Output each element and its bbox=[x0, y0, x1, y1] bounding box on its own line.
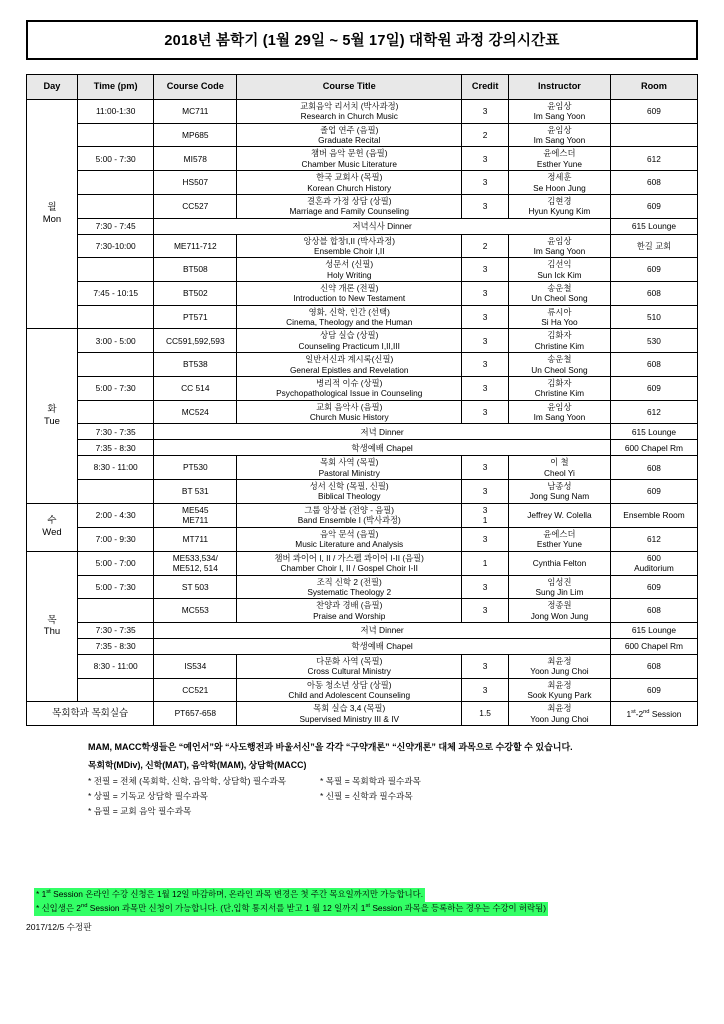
course-code-cell: CC591,592,593 bbox=[154, 329, 237, 353]
table-row bbox=[27, 147, 698, 171]
time-cell bbox=[77, 258, 153, 282]
table-row bbox=[27, 424, 698, 440]
credit-cell: 3 bbox=[462, 147, 509, 171]
day-cell: 월 Mon bbox=[27, 100, 78, 329]
table-row bbox=[27, 282, 698, 306]
course-code-cell: BT538 bbox=[154, 353, 237, 377]
instructor-cell: 윤임상 Im Sang Yoon bbox=[508, 100, 610, 124]
note-col2-item: * 신필 = 신학과 필수과목 bbox=[320, 791, 413, 802]
course-code-cell: IS534 bbox=[154, 654, 237, 678]
time-cell: 3:00 - 5:00 bbox=[77, 329, 153, 353]
credit-cell: 3 bbox=[462, 527, 509, 551]
credit-cell: 3 bbox=[462, 654, 509, 678]
room-cell: 612 bbox=[610, 527, 697, 551]
instructor-cell: 류시아 Si Ha Yoo bbox=[508, 305, 610, 329]
room-cell: 608 bbox=[610, 282, 697, 306]
room-cell: 615 Lounge bbox=[610, 218, 697, 234]
course-title-cell: 일반서신과 계시록(신필) General Epistles and Revelation bbox=[237, 353, 462, 377]
course-code-cell: MP685 bbox=[154, 123, 237, 147]
time-cell: 2:00 - 4:30 bbox=[77, 503, 153, 527]
day-cell: 수 Wed bbox=[27, 503, 78, 551]
table-row bbox=[27, 400, 698, 424]
col-day: Day bbox=[27, 75, 78, 100]
credit-cell: 3 bbox=[462, 100, 509, 124]
instructor-cell: 정세훈 Se Hoon Jung bbox=[508, 171, 610, 195]
room-cell: 609 bbox=[610, 100, 697, 124]
course-title-cell: 병리적 이슈 (상필) Psychopathological Issue in Counseling bbox=[237, 376, 462, 400]
room-cell: 510 bbox=[610, 305, 697, 329]
table-row bbox=[27, 575, 698, 599]
time-cell bbox=[77, 353, 153, 377]
revision-date: 2017/12/5 수정판 bbox=[26, 922, 92, 932]
highlight-notes bbox=[34, 888, 694, 916]
course-code-cell: ME545 ME711 bbox=[154, 503, 237, 527]
credit-cell: 3 bbox=[462, 678, 509, 702]
time-cell: 7:00 - 9:30 bbox=[77, 527, 153, 551]
course-code-cell: CC527 bbox=[154, 194, 237, 218]
schedule-table bbox=[26, 74, 698, 726]
col-course-title: Course Title bbox=[237, 75, 462, 100]
course-title-cell: 다문화 사역 (목필) Cross Cultural Ministry bbox=[237, 654, 462, 678]
course-title-cell: 조직 신학 2 (전필) Systematic Theology 2 bbox=[237, 575, 462, 599]
credit-cell: 3 1 bbox=[462, 503, 509, 527]
credit-cell: 1 bbox=[462, 551, 509, 575]
time-cell: 7:30 - 7:35 bbox=[77, 622, 153, 638]
room-cell: 608 bbox=[610, 654, 697, 678]
room-cell: 609 bbox=[610, 194, 697, 218]
credit-cell: 3 bbox=[462, 456, 509, 480]
course-title-cell: 그룹 앙상블 (전양 - 음필) Band Ensemble I (박사과정) bbox=[237, 503, 462, 527]
day-cell: 화 Tue bbox=[27, 329, 78, 503]
table-row bbox=[27, 329, 698, 353]
time-cell bbox=[77, 599, 153, 623]
page-title: 2018년 봄학기 (1월 29일 ~ 5월 17일) 대학원 과정 강의시간표 bbox=[26, 20, 698, 60]
credit-cell: 3 bbox=[462, 575, 509, 599]
event-cell: 저녁 Dinner bbox=[154, 424, 611, 440]
table-row bbox=[27, 258, 698, 282]
time-cell bbox=[77, 400, 153, 424]
room-cell: 609 bbox=[610, 480, 697, 504]
instructor-cell: 임성진 Sung Jin Lim bbox=[508, 575, 610, 599]
instructor-cell: 송운철 Un Cheol Song bbox=[508, 282, 610, 306]
course-code-cell: BT502 bbox=[154, 282, 237, 306]
table-row bbox=[27, 234, 698, 258]
room-cell: 609 bbox=[610, 575, 697, 599]
time-cell bbox=[77, 480, 153, 504]
note-col1-item: * 전필 = 전체 (목회학, 신학, 음악학, 상담학) 필수과목 bbox=[88, 776, 287, 787]
course-title-cell: 챔버 콰이어 I, II / 가스펠 콰이어 I-II (음필) Chamber Choir I, II / Gospel Choir I-II bbox=[237, 551, 462, 575]
credit-cell: 3 bbox=[462, 353, 509, 377]
table-row bbox=[27, 456, 698, 480]
course-code-cell: HS507 bbox=[154, 171, 237, 195]
instructor-cell: 최윤정 Yoon Jung Choi bbox=[508, 702, 610, 726]
credit-cell: 2 bbox=[462, 123, 509, 147]
course-code-cell: ME711-712 bbox=[154, 234, 237, 258]
note-col-1 bbox=[88, 774, 320, 819]
day-cell: 목 Thu bbox=[27, 551, 78, 702]
credit-cell: 3 bbox=[462, 480, 509, 504]
table-row bbox=[27, 218, 698, 234]
time-cell bbox=[77, 123, 153, 147]
room-cell: 600 Auditorium bbox=[610, 551, 697, 575]
credit-cell: 3 bbox=[462, 194, 509, 218]
room-cell: 612 bbox=[610, 147, 697, 171]
course-code-cell: PT657-658 bbox=[154, 702, 237, 726]
course-code-cell: BT 531 bbox=[154, 480, 237, 504]
course-title-cell: 졸업 연주 (음필) Graduate Recital bbox=[237, 123, 462, 147]
time-cell bbox=[77, 194, 153, 218]
credit-cell: 3 bbox=[462, 599, 509, 623]
room-cell: Ensemble Room bbox=[610, 503, 697, 527]
time-cell: 7:35 - 8:30 bbox=[77, 638, 153, 654]
table-row bbox=[27, 376, 698, 400]
table-row bbox=[27, 599, 698, 623]
course-code-cell: ME533,534/ ME512, 514 bbox=[154, 551, 237, 575]
note-col-2 bbox=[320, 774, 540, 819]
time-cell bbox=[77, 678, 153, 702]
table-row bbox=[27, 702, 698, 726]
note-col1-item: * 상필 = 기독교 상담학 필수과목 bbox=[88, 791, 208, 802]
room-cell: 한길 교회 bbox=[610, 234, 697, 258]
room-cell: 608 bbox=[610, 171, 697, 195]
table-row bbox=[27, 551, 698, 575]
instructor-cell: 송운철 Un Cheol Song bbox=[508, 353, 610, 377]
note-line-2: 목회학(MDiv), 신학(MAT), 음악학(MAM), 상담학(MACC) bbox=[88, 759, 307, 770]
instructor-cell: 김선익 Sun Ick Kim bbox=[508, 258, 610, 282]
room-cell: 609 bbox=[610, 376, 697, 400]
course-code-cell: MC711 bbox=[154, 100, 237, 124]
room-cell: 615 Lounge bbox=[610, 622, 697, 638]
course-title-cell: 영화, 신학, 인간 (선택) Cinema, Theology and the Human bbox=[237, 305, 462, 329]
course-code-cell: MT711 bbox=[154, 527, 237, 551]
credit-cell: 2 bbox=[462, 234, 509, 258]
event-cell: 저녁 Dinner bbox=[154, 622, 611, 638]
instructor-cell: 김화자 Christine Kim bbox=[508, 376, 610, 400]
time-cell bbox=[77, 171, 153, 195]
room-cell: 530 bbox=[610, 329, 697, 353]
course-title-cell: 교회음악 리서치 (박사과정) Research in Church Music bbox=[237, 100, 462, 124]
col-time: Time (pm) bbox=[77, 75, 153, 100]
note-line-1: MAM, MACC학생들은 “예언서”와 “사도행전과 바울서신”을 각각 “구약개론” “신약개론” 대체 과목으로 수강할 수 있습니다. bbox=[88, 742, 573, 753]
table-row bbox=[27, 503, 698, 527]
instructor-cell: 윤에스더 Esther Yune bbox=[508, 527, 610, 551]
table-row bbox=[27, 123, 698, 147]
instructor-cell: 윤임상 Im Sang Yoon bbox=[508, 123, 610, 147]
instructor-cell: 정종원 Jong Won Jung bbox=[508, 599, 610, 623]
course-code-cell: PT530 bbox=[154, 456, 237, 480]
col-instructor: Instructor bbox=[508, 75, 610, 100]
highlight-line-1: * 1st Session 온라인 수강 신청은 1월 12일 마감하며, 온라인 과목 변경은 첫 주간 목요일까지만 가능합니다. bbox=[34, 888, 425, 902]
course-title-cell: 음악 문석 (음필) Music Literature and Analysis bbox=[237, 527, 462, 551]
room-cell: 612 bbox=[610, 400, 697, 424]
instructor-cell: 윤임상 Im Sang Yoon bbox=[508, 400, 610, 424]
room-cell: 615 Lounge bbox=[610, 424, 697, 440]
table-row bbox=[27, 440, 698, 456]
course-title-cell: 성서 신학 (목필, 신필) Biblical Theology bbox=[237, 480, 462, 504]
time-cell: 5:00 - 7:00 bbox=[77, 551, 153, 575]
col-room: Room bbox=[610, 75, 697, 100]
note-col2-item: * 목필 = 목회학과 필수과목 bbox=[320, 776, 421, 787]
table-row bbox=[27, 678, 698, 702]
instructor-cell: Cynthia Felton bbox=[508, 551, 610, 575]
note-col1-item: * 음필 = 교회 음악 필수과목 bbox=[88, 806, 192, 817]
table-row bbox=[27, 100, 698, 124]
time-cell: 7:30-10:00 bbox=[77, 234, 153, 258]
credit-cell: 3 bbox=[462, 376, 509, 400]
table-header-row bbox=[27, 75, 698, 100]
time-cell: 8:30 - 11:00 bbox=[77, 456, 153, 480]
course-title-cell: 앙상블 합창I,II (박사과정) Ensemble Choir I,II bbox=[237, 234, 462, 258]
course-title-cell: 교회 음악사 (음필) Church Music History bbox=[237, 400, 462, 424]
course-title-cell: 목회 실습 3,4 (목필) Supervised Ministry III & IV bbox=[237, 702, 462, 726]
credit-cell: 3 bbox=[462, 305, 509, 329]
course-title-cell: 결혼과 가정 상담 (상필) Marriage and Family Counseling bbox=[237, 194, 462, 218]
course-code-cell: BT508 bbox=[154, 258, 237, 282]
course-code-cell: MC524 bbox=[154, 400, 237, 424]
table-row bbox=[27, 480, 698, 504]
instructor-cell: 남종성 Jong Sung Nam bbox=[508, 480, 610, 504]
credit-cell: 3 bbox=[462, 400, 509, 424]
time-cell: 7:45 - 10:15 bbox=[77, 282, 153, 306]
instructor-cell: 김현경 Hyun Kyung Kim bbox=[508, 194, 610, 218]
instructor-cell: Jeffrey W. Colella bbox=[508, 503, 610, 527]
room-cell: 608 bbox=[610, 599, 697, 623]
course-title-cell: 아동 청소년 상담 (상필) Child and Adolescent Counseling bbox=[237, 678, 462, 702]
course-title-cell: 목회 사역 (목필) Pastoral Ministry bbox=[237, 456, 462, 480]
time-cell: 11:00-1:30 bbox=[77, 100, 153, 124]
instructor-cell: 윤에스더 Esther Yune bbox=[508, 147, 610, 171]
room-cell bbox=[610, 123, 697, 147]
col-credit: Credit bbox=[462, 75, 509, 100]
time-cell: 7:30 - 7:35 bbox=[77, 424, 153, 440]
time-cell: 5:00 - 7:30 bbox=[77, 575, 153, 599]
course-title-cell: 상담 실습 (상필) Counseling Practicum I,II,III bbox=[237, 329, 462, 353]
col-course-code: Course Code bbox=[154, 75, 237, 100]
highlight-line-2: * 신입생은 2nd Session 과목만 신청이 가능합니다. (단,입학 통지서를 받고 1 월 12 일까지 1st Session 과목을 등록하는 경우는 수강이 허락됨) bbox=[34, 902, 548, 916]
course-title-cell: 한국 교회사 (목필) Korean Church History bbox=[237, 171, 462, 195]
table-row bbox=[27, 622, 698, 638]
course-title-cell: 신약 개론 (전필) Introduction to New Testament bbox=[237, 282, 462, 306]
course-code-cell: PT571 bbox=[154, 305, 237, 329]
credit-cell: 3 bbox=[462, 171, 509, 195]
table-row bbox=[27, 305, 698, 329]
instructor-cell: 최윤정 Yoon Jung Choi bbox=[508, 654, 610, 678]
course-code-cell: ST 503 bbox=[154, 575, 237, 599]
course-code-cell: CC521 bbox=[154, 678, 237, 702]
credit-cell: 3 bbox=[462, 282, 509, 306]
course-code-cell: CC 514 bbox=[154, 376, 237, 400]
room-cell: 600 Chapel Rm bbox=[610, 638, 697, 654]
notes-section bbox=[26, 740, 698, 819]
instructor-cell: 김화자 Christine Kim bbox=[508, 329, 610, 353]
table-row bbox=[27, 527, 698, 551]
course-title-cell: 챔버 음악 문헌 (음필) Chamber Music Literature bbox=[237, 147, 462, 171]
course-code-cell: MI578 bbox=[154, 147, 237, 171]
time-cell: 5:00 - 7:30 bbox=[77, 147, 153, 171]
time-cell bbox=[77, 305, 153, 329]
room-cell: 600 Chapel Rm bbox=[610, 440, 697, 456]
event-cell: 저녁식사 Dinner bbox=[154, 218, 611, 234]
credit-cell: 1.5 bbox=[462, 702, 509, 726]
time-cell: 7:35 - 8:30 bbox=[77, 440, 153, 456]
time-cell: 7:30 - 7:45 bbox=[77, 218, 153, 234]
table-row bbox=[27, 194, 698, 218]
day-cell: 목회학과 목회실습 bbox=[27, 702, 154, 726]
credit-cell: 3 bbox=[462, 258, 509, 282]
room-cell: 608 bbox=[610, 353, 697, 377]
room-cell: 608 bbox=[610, 456, 697, 480]
table-row bbox=[27, 654, 698, 678]
instructor-cell: 최윤정 Sook Kyung Park bbox=[508, 678, 610, 702]
course-title-cell: 찬양과 경배 (음필) Praise and Worship bbox=[237, 599, 462, 623]
room-cell: 609 bbox=[610, 258, 697, 282]
course-code-cell: MC553 bbox=[154, 599, 237, 623]
event-cell: 학생예배 Chapel bbox=[154, 440, 611, 456]
table-row bbox=[27, 638, 698, 654]
instructor-cell: 윤임상 Im Sang Yoon bbox=[508, 234, 610, 258]
course-title-cell: 성문서 (신필) Holy Writing bbox=[237, 258, 462, 282]
time-cell: 8:30 - 11:00 bbox=[77, 654, 153, 678]
room-cell: 1st-2nd Session bbox=[610, 702, 697, 726]
room-cell: 609 bbox=[610, 678, 697, 702]
credit-cell: 3 bbox=[462, 329, 509, 353]
event-cell: 학생예배 Chapel bbox=[154, 638, 611, 654]
instructor-cell: 이 철 Cheol Yi bbox=[508, 456, 610, 480]
table-row bbox=[27, 353, 698, 377]
table-row bbox=[27, 171, 698, 195]
time-cell: 5:00 - 7:30 bbox=[77, 376, 153, 400]
